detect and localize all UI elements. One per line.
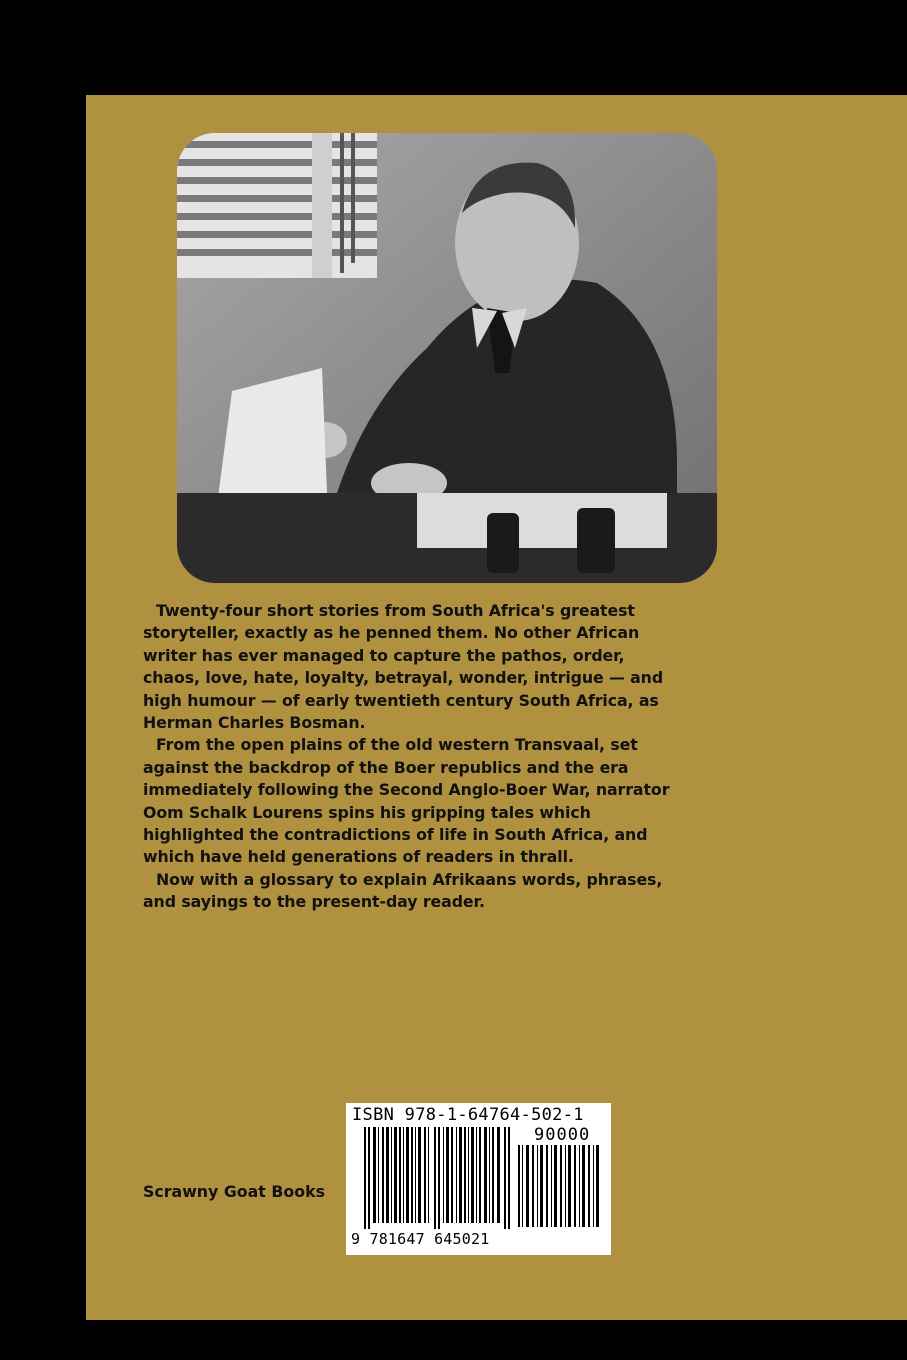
window-blinds [177,133,377,278]
price-addon: 90000 [534,1125,591,1145]
barcode-bars [364,1127,514,1229]
ink-bottle-icon [487,513,519,573]
blurb-paragraph: Now with a glossary to explain Afrikaans words, phrases, and sayings to the present-day reader. [143,869,663,912]
blurb-paragraph: Twenty-four short stories from South Africa's greatest storyteller, exactly as he penned them. No other African writer has ever managed to capture the pathos, order, chaos, love, hate, loyalty, betrayal, wonder, intrigue — and high humour — of early twentieth century South Africa, as Herman Charles Bosman. [143,601,664,733]
isbn-barcode [346,1103,611,1255]
papers [417,493,667,548]
publisher-name: Scrawny Goat Books [143,1182,326,1201]
addon-bars [518,1145,603,1227]
ink-bottle-icon [577,508,615,573]
blurb-paragraph: From the open plains of the old western Transvaal, set against the backdrop of the Boer republics and the era immediately following the Second Anglo-Boer War, narrator Oom Schalk Lourens spins his gripping tales which highlighted the contradictions of life in South Africa, and which have held generations of readers in thrall. [143,735,670,867]
blurb [143,600,673,914]
isbn-text: ISBN 978-1-64764-502-1 [352,1105,584,1125]
author-photo-icon [177,133,717,583]
author-photo [177,133,717,583]
barcode-digits: 9 781647 645021 [351,1230,490,1248]
